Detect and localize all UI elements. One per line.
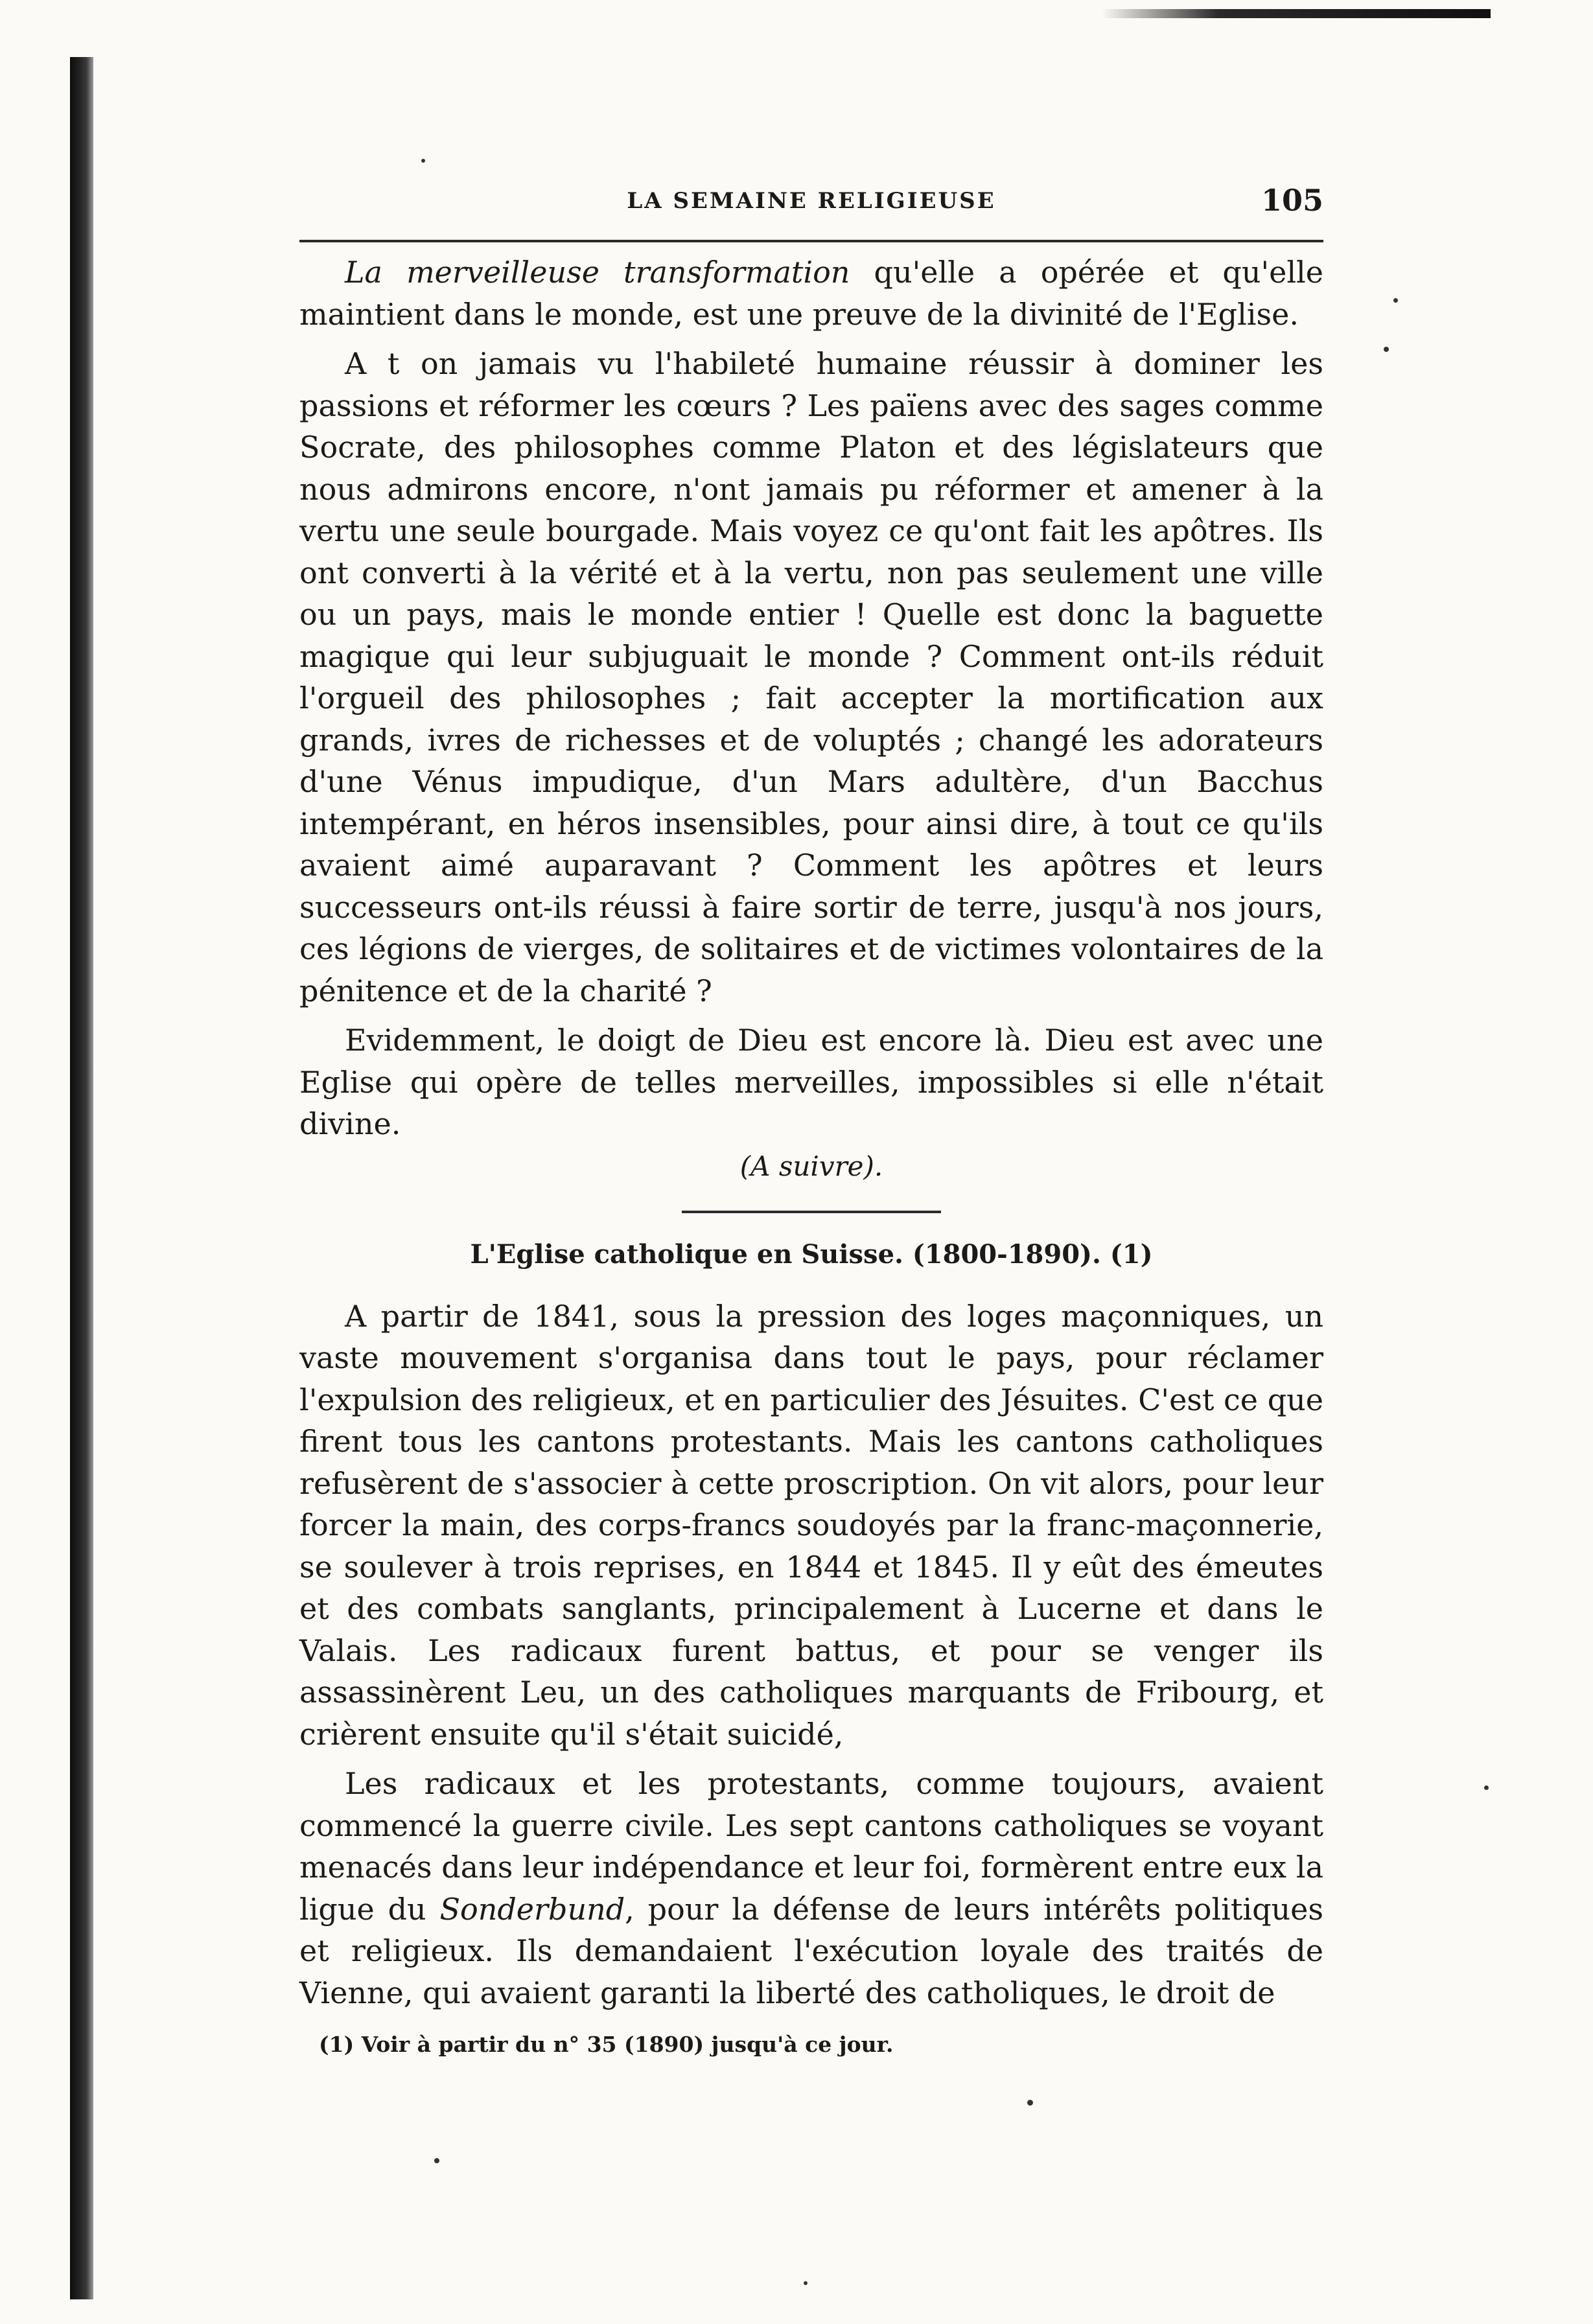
paragraph-1-text: qu'elle a opérée et qu'elle maintient dans le monde, est une preuve de la divinité de l'Eglise. bbox=[299, 255, 1323, 332]
paragraph-5-text-a: Les radicaux et les protestants, comme toujours, avaient commencé la guerre civile. Les sept cantons catholiques se voyant menacés dans leur indépendance et leur foi, formèrent entre eux la ligue du bbox=[299, 1766, 1323, 1927]
running-title: LA SEMAINE RELIGIEUSE bbox=[627, 188, 996, 214]
ink-speck bbox=[804, 2281, 808, 2285]
footnote: (1) Voir à partir du n° 35 (1890) jusqu'à ce jour. bbox=[319, 2032, 894, 2057]
paragraph-5-italic: Sonderbund bbox=[439, 1891, 625, 1927]
page-number: 105 bbox=[1261, 183, 1323, 218]
header-rule bbox=[299, 240, 1323, 242]
ink-speck bbox=[1393, 298, 1398, 303]
binding-edge bbox=[70, 57, 93, 2299]
paragraph-4: A partir de 1841, sous la pression des loges maçonniques, un vaste mouvement s'organisa dans tout le pays, pour réclamer l'expulsion des religieux, et en particulier des Jésuites. C'est ce que firent tous les cantons protestants. Mais les cantons catholiques refusèrent de s'associer à cette proscription. On vit alors, pour leur forcer la main, des corps-francs soudoyés par la franc-maçonnerie, se soulever à trois reprises, en 1844 et 1845. Il y eût des émeutes et des combats sanglants, principalement à Lucerne et dans le Valais. Les radicaux furent battus, et pour se venger ils assassinèrent Leu, un des catholiques marquants de Fribourg, et crièrent ensuite qu'il s'était suicidé, bbox=[299, 1298, 1323, 1752]
page-content bbox=[299, 183, 1323, 2057]
paragraph-2: A t on jamais vu l'habileté humaine réussir à dominer les passions et réformer les cœurs ? Les païens avec des sages comme Socrate, des philosophes comme Platon et des législateurs que nous admirons encore, n'ont jamais pu réformer et amener à la vertu une seule bourgade. Mais voyez ce qu'ont fait les apôtres. Ils ont converti à la vérité et à la vertu, non pas seulement une ville ou un pays, mais le monde entier ! Quelle est donc la baguette magique qui leur subjuguait le monde ? Comment ont-ils réduit l'orgueil des philosophes ; fait accepter la mortification aux grands, ivres de richesses et de voluptés ; changé les adorateurs d'une Vénus impudique, d'un Mars adultère, d'un Bacchus intempérant, en héros insensibles, pour ainsi dire, à tout ce qu'ils avaient aimé auparavant ? Comment les apôtres et leurs successeurs ont-ils réussi à faire sortir de terre, jusqu'à nos jours, ces légions de vierges, de solitaires et de victimes volontaires de la pénitence et de la charité ? bbox=[299, 346, 1323, 1008]
paragraph-3: Evidemment, le doigt de Dieu est encore là. Dieu est avec une Eglise qui opère de telles merveilles, impossibles si elle n'était divine. bbox=[299, 1023, 1323, 1141]
ink-speck bbox=[434, 2158, 439, 2163]
ink-speck bbox=[1484, 1785, 1489, 1790]
section-divider bbox=[682, 1211, 941, 1213]
paragraph-1-italic-lead: La merveilleuse transformation bbox=[345, 255, 850, 290]
ink-speck bbox=[421, 159, 425, 163]
running-head bbox=[299, 183, 1323, 233]
ink-speck bbox=[1027, 2100, 1033, 2106]
paragraph-5-text-b: , pour la défense de leurs intérêts politiques et religieux. Ils demandaient l'exécution loyale des traités de Vienne, qui avaient garanti la liberté des catholiques, le droit de bbox=[299, 1891, 1323, 2010]
ink-speck bbox=[1384, 347, 1389, 352]
paragraph-5 bbox=[299, 1763, 1323, 2014]
section-title: L'Eglise catholique en Suisse. (1800-1890). (1) bbox=[470, 1238, 1153, 1270]
scan-top-mark bbox=[1102, 9, 1491, 18]
to-be-continued: (A suivre). bbox=[739, 1150, 883, 1182]
paragraph-1 bbox=[299, 251, 1323, 335]
